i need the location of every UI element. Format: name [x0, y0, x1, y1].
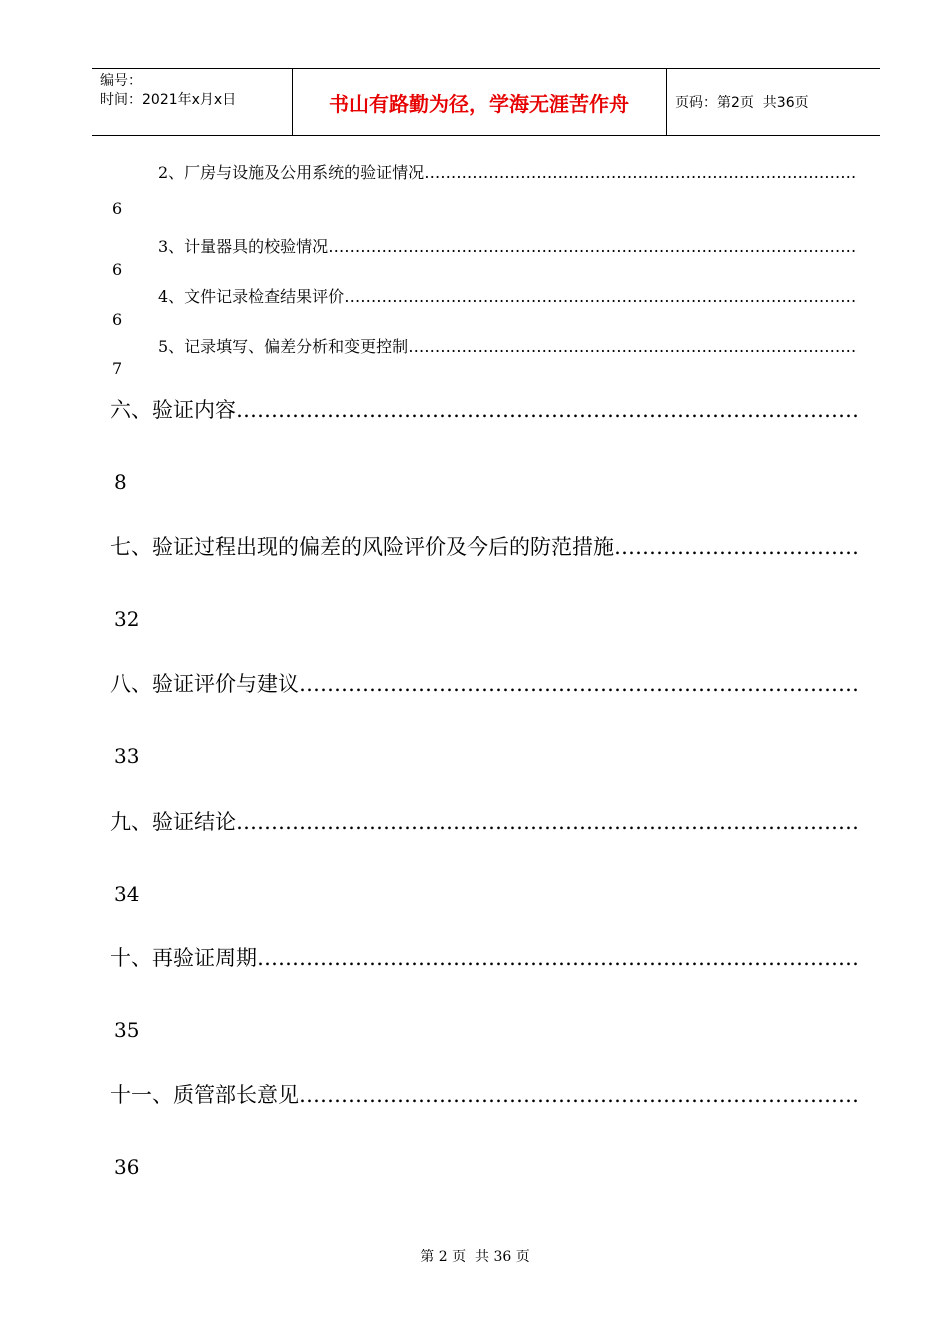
toc-entry-page: 35 — [114, 1018, 140, 1042]
toc-entry-title: 3、计量器具的校验情况 — [158, 237, 329, 256]
toc-entry[interactable] — [110, 668, 858, 698]
toc-entry-title: 5、记录填写、偏差分析和变更控制 — [158, 337, 409, 356]
toc-entry[interactable] — [158, 334, 858, 357]
toc-entry[interactable] — [158, 160, 858, 183]
toc-entry-title: 七、验证过程出现的偏差的风险评价及今后的防范措施 — [110, 535, 614, 559]
toc-entry-page: 33 — [114, 744, 140, 768]
toc-entry-page: 32 — [114, 607, 140, 631]
toc-entry-title: 十、再验证周期 — [110, 946, 257, 970]
toc-entry-title: 九、验证结论 — [110, 810, 236, 834]
toc-entry-page: 6 — [112, 310, 123, 329]
document-time-label: 时间：2021年x月x日 — [100, 92, 237, 108]
toc-entry-title: 2、厂房与设施及公用系统的验证情况 — [158, 163, 425, 182]
toc-entry-page: 7 — [112, 359, 123, 378]
toc-leader-dots — [299, 1083, 858, 1107]
document-number-label: 编号： — [100, 73, 142, 89]
toc-entry-page: 6 — [112, 260, 123, 279]
toc-leader-dots — [614, 535, 858, 559]
toc-leader-dots — [424, 163, 858, 182]
toc-leader-dots — [328, 237, 858, 256]
header-motto: 书山有路勤为径，学海无涯苦作舟 — [329, 91, 629, 116]
toc-entry[interactable] — [158, 234, 858, 257]
header-divider — [666, 69, 667, 135]
page-footer: 第 2 页 共 36 页 — [420, 1249, 530, 1265]
toc-entry[interactable] — [110, 806, 858, 836]
toc-leader-dots — [344, 287, 858, 306]
toc-entry-page: 6 — [112, 199, 123, 218]
toc-entry-title: 八、验证评价与建议 — [110, 672, 299, 696]
toc-entry-title: 十一、质管部长意见 — [110, 1083, 299, 1107]
toc-entry[interactable] — [110, 1079, 858, 1109]
toc-entry[interactable] — [158, 284, 858, 307]
toc-entry-page: 8 — [114, 470, 127, 494]
header-page-label: 页码：第2页 共36页 — [675, 95, 809, 111]
header-meta — [100, 72, 236, 110]
toc-entry[interactable] — [110, 942, 858, 972]
toc-entry-page: 36 — [114, 1155, 140, 1179]
toc-leader-dots — [299, 672, 858, 696]
toc-leader-dots — [408, 337, 858, 356]
toc-entry-page: 34 — [114, 882, 140, 906]
toc-entry[interactable] — [110, 531, 858, 561]
page-header — [92, 68, 880, 136]
toc-entry-title: 六、验证内容 — [110, 398, 236, 422]
toc-entry-title: 4、文件记录检查结果评价 — [158, 287, 345, 306]
toc-leader-dots — [257, 946, 858, 970]
toc-leader-dots — [236, 810, 858, 834]
toc-leader-dots — [236, 398, 858, 422]
toc-entry[interactable] — [110, 394, 858, 424]
